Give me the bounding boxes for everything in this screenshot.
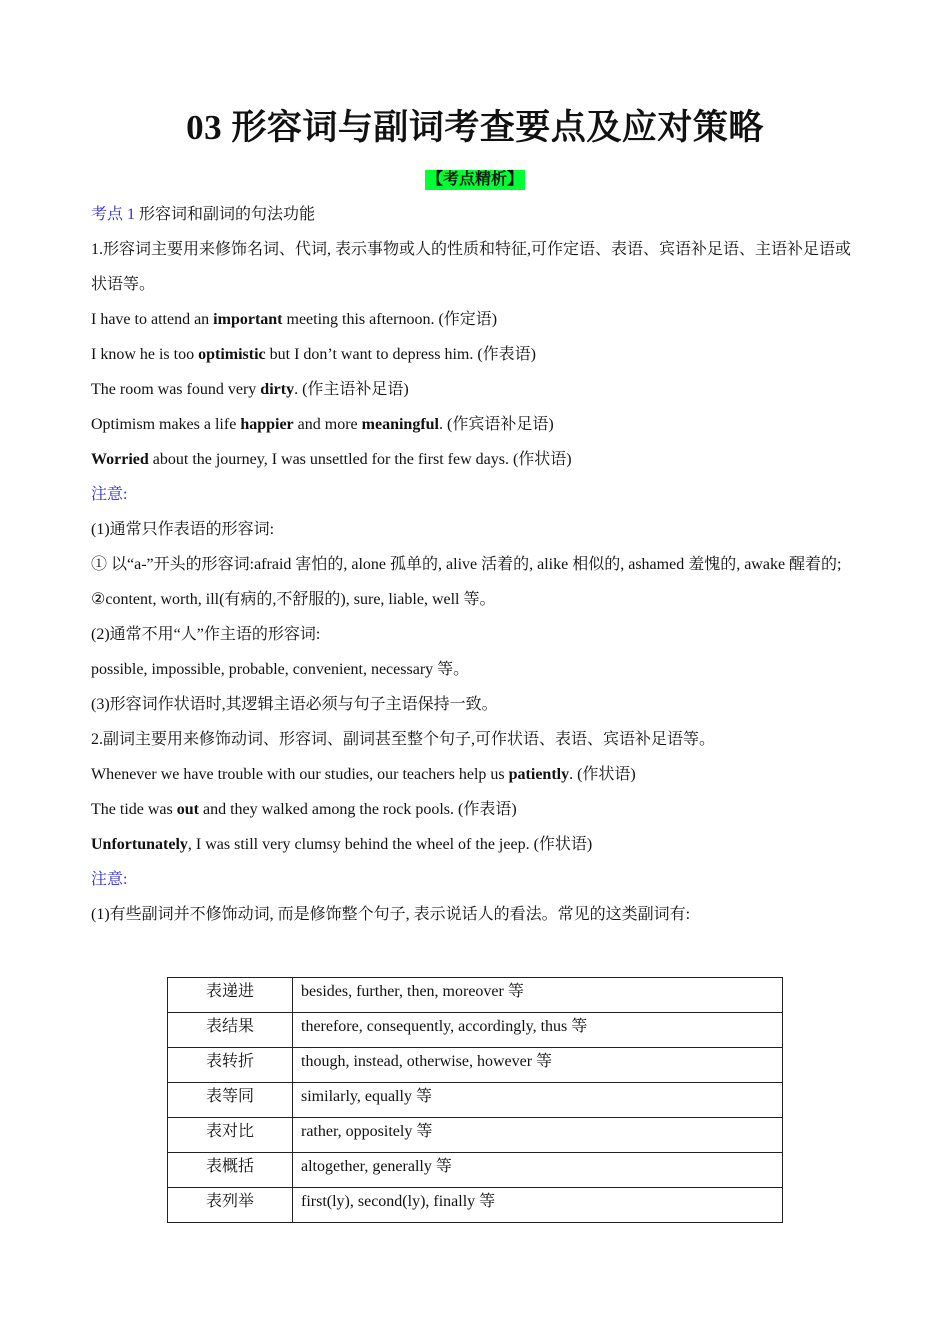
table-value: besides, further, then, moreover 等 xyxy=(293,978,783,1013)
table-row xyxy=(168,1118,783,1153)
table-value: altogether, generally 等 xyxy=(293,1153,783,1188)
example-keyword: important xyxy=(213,311,283,328)
example-4 xyxy=(91,407,863,442)
example-keyword: meaningful xyxy=(361,416,439,433)
table-value: rather, oppositely 等 xyxy=(293,1118,783,1153)
table-row xyxy=(168,978,783,1013)
example-text: Whenever we have trouble with our studies, our teachers help us xyxy=(91,766,509,783)
adverb-table xyxy=(167,977,783,1223)
table-row xyxy=(168,1013,783,1048)
table-row xyxy=(168,1188,783,1223)
table-key: 表概括 xyxy=(168,1153,293,1188)
example-text: . (作状语) xyxy=(569,766,636,783)
example-keyword: patiently xyxy=(508,766,570,783)
note-item-1b: ②content, worth, ill(有病的,不舒服的), sure, liable, well 等。 xyxy=(91,591,496,608)
example-7 xyxy=(91,792,863,827)
note-heading: 注意: xyxy=(91,486,128,503)
table-value: though, instead, otherwise, however 等 xyxy=(293,1048,783,1083)
table-row xyxy=(168,1153,783,1188)
note-heading-2: 注意: xyxy=(91,871,128,888)
note-item-4: (1)有些副词并不修饰动词, 而是修饰整个句子, 表示说话人的看法。常见的这类副词有: xyxy=(91,906,691,923)
example-text: . (作主语补足语) xyxy=(294,381,409,398)
example-keyword: Unfortunately xyxy=(91,836,188,853)
table-value: first(ly), second(ly), finally 等 xyxy=(293,1188,783,1223)
table-key: 表对比 xyxy=(168,1118,293,1153)
example-2 xyxy=(91,337,863,372)
page-title: 03 形容词与副词考查要点及应对策略 xyxy=(186,108,764,147)
paragraph-adverbs: 2.副词主要用来修饰动词、形容词、副词甚至整个句子,可作状语、表语、宾语补足语等。 xyxy=(91,731,716,748)
example-keyword: out xyxy=(176,801,199,818)
section-badge-row xyxy=(0,170,950,190)
note-item-2a: possible, impossible, probable, convenient, necessary 等。 xyxy=(91,661,470,678)
example-keyword: optimistic xyxy=(198,346,266,363)
table-key: 表转折 xyxy=(168,1048,293,1083)
example-8 xyxy=(91,827,863,862)
example-keyword: happier xyxy=(240,416,294,433)
example-text: The tide was xyxy=(91,801,177,818)
point-heading xyxy=(91,197,863,232)
table-value: therefore, consequently, accordingly, thus 等 xyxy=(293,1013,783,1048)
example-5 xyxy=(91,442,863,477)
example-text: but I don’t want to depress him. (作表语) xyxy=(265,346,536,363)
example-keyword: Worried xyxy=(91,451,149,468)
example-3 xyxy=(91,372,863,407)
paragraph-adjectives: 1.形容词主要用来修饰名词、代词, 表示事物或人的性质和特征,可作定语、表语、宾语补足语、主语补足语或状语等。 xyxy=(91,241,852,293)
example-text: . (作宾语补足语) xyxy=(438,416,554,433)
table-key: 表等同 xyxy=(168,1083,293,1118)
example-text: and more xyxy=(293,416,362,433)
table-key: 表结果 xyxy=(168,1013,293,1048)
table-key: 表列举 xyxy=(168,1188,293,1223)
example-text: I know he is too xyxy=(91,346,199,363)
example-text: Optimism makes a life xyxy=(91,416,241,433)
example-1 xyxy=(91,302,863,337)
table-row xyxy=(168,1048,783,1083)
table-value: similarly, equally 等 xyxy=(293,1083,783,1118)
example-text: I have to attend an xyxy=(91,311,214,328)
example-text: about the journey, I was unsettled for the first few days. (作状语) xyxy=(148,451,572,468)
point-label: 考点 1 xyxy=(91,206,136,223)
example-text: , I was still very clumsy behind the wheel of the jeep. (作状语) xyxy=(187,836,593,853)
table-key: 表递进 xyxy=(168,978,293,1013)
note-item-1: (1)通常只作表语的形容词: xyxy=(91,521,275,538)
example-keyword: dirty xyxy=(260,381,295,398)
table-row xyxy=(168,1083,783,1118)
example-6 xyxy=(91,757,863,792)
note-item-2: (2)通常不用“人”作主语的形容词: xyxy=(91,626,321,643)
example-text: The room was found very xyxy=(91,381,261,398)
note-item-1a: ① 以“a-”开头的形容词:afraid 害怕的, alone 孤单的, alive 活着的, alike 相似的, ashamed 羞愧的, awake 醒着的; xyxy=(91,556,842,573)
section-badge: 【考点精析】 xyxy=(426,171,523,188)
document-body xyxy=(91,197,863,932)
example-text: and they walked among the rock pools. (作表语) xyxy=(198,801,517,818)
example-text: meeting this afternoon. (作定语) xyxy=(282,311,498,328)
point-text: 形容词和副词的句法功能 xyxy=(135,206,316,223)
note-item-3: (3)形容词作状语时,其逻辑主语必须与句子主语保持一致。 xyxy=(91,696,498,713)
